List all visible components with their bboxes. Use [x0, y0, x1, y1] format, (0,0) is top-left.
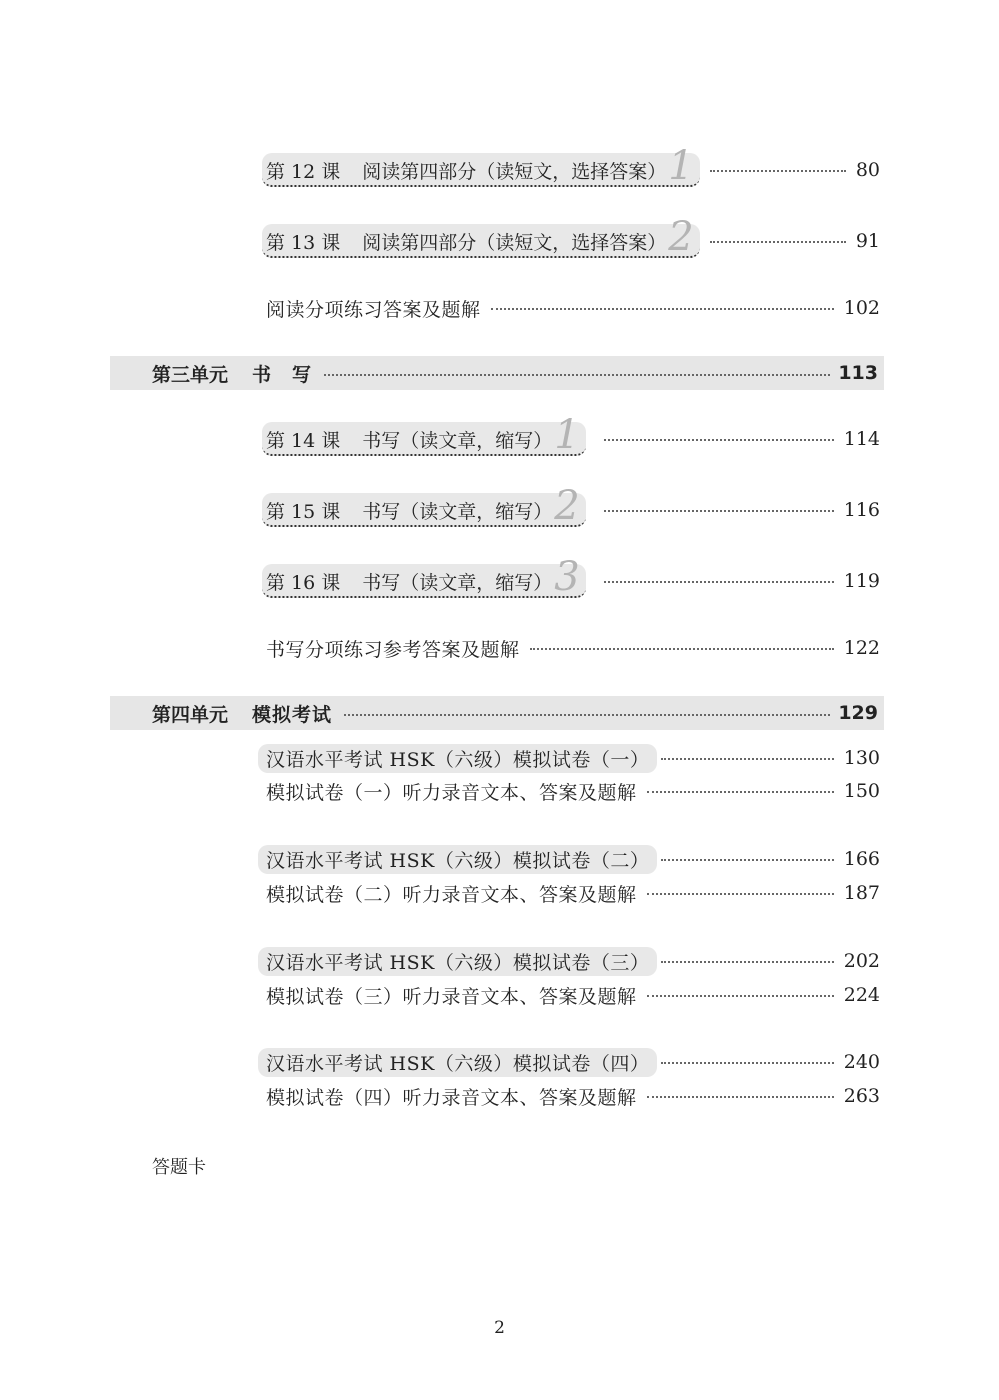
- entry-label: 模拟试卷（四）听力录音文本、答案及题解: [266, 1086, 637, 1109]
- dot-leader: [647, 791, 834, 793]
- page-number: 80: [855, 159, 880, 181]
- toc-unit-3[interactable]: [110, 356, 884, 390]
- dot-leader: [710, 241, 846, 243]
- dot-leader: [530, 648, 834, 650]
- entry-label: 模拟试卷（三）听力录音文本、答案及题解: [266, 985, 637, 1008]
- dot-leader: [647, 893, 834, 895]
- lesson-label: [262, 143, 700, 189]
- lesson-title: 阅读第四部分（读短文，选择答案）: [362, 231, 667, 254]
- dot-leader: [661, 758, 833, 760]
- page-number: 150: [843, 780, 880, 802]
- page-number: 224: [843, 984, 880, 1006]
- lesson-part-number: 1: [668, 143, 694, 189]
- lesson-part-number: 1: [554, 412, 580, 458]
- dot-leader: [710, 170, 846, 172]
- toc-entry-exam-4[interactable]: [258, 1047, 880, 1077]
- toc-entry-exam-1-answers[interactable]: [266, 777, 880, 805]
- lesson-part-number: 2: [668, 214, 694, 260]
- page-number: 116: [843, 499, 880, 521]
- lesson-title: 书写（读文章，缩写）: [362, 429, 553, 452]
- exam-title: 汉语水平考试 HSK（六级）模拟试卷（四）: [258, 1048, 657, 1077]
- dot-leader: [604, 439, 834, 441]
- page-number: 122: [843, 637, 880, 659]
- page-number: 202: [843, 950, 880, 972]
- lesson-part-number: 2: [554, 483, 580, 529]
- toc-entry-answer-sheet[interactable]: 答题卡: [152, 1157, 206, 1178]
- unit-number: 第四单元: [152, 703, 229, 726]
- unit-title: 书 写: [252, 363, 313, 386]
- lesson-number: 第 15 课: [266, 500, 341, 523]
- entry-label: 模拟试卷（二）听力录音文本、答案及题解: [266, 883, 637, 906]
- lesson-number: 第 12 课: [266, 160, 341, 183]
- lesson-label: [262, 554, 586, 600]
- dot-leader: [604, 581, 834, 583]
- page-footer-number: 2: [494, 1318, 505, 1338]
- toc-entry-writing-answers[interactable]: [266, 634, 880, 662]
- page-number: 91: [855, 230, 880, 252]
- toc-entry-reading-answers[interactable]: [266, 294, 880, 322]
- toc-entry-exam-3-answers[interactable]: [266, 981, 880, 1009]
- toc-entry-lesson-12[interactable]: [262, 143, 880, 190]
- page-number: 240: [843, 1051, 880, 1073]
- toc-entry-lesson-16[interactable]: [262, 554, 880, 601]
- unit-number: 第三单元: [152, 363, 229, 386]
- dot-leader: [661, 859, 833, 861]
- page-number: 119: [843, 570, 880, 592]
- lesson-number: 第 13 课: [266, 231, 341, 254]
- toc-entry-exam-2[interactable]: [258, 844, 880, 874]
- exam-title: 汉语水平考试 HSK（六级）模拟试卷（一）: [258, 744, 657, 773]
- toc-unit-4[interactable]: [110, 696, 884, 730]
- dot-leader: [604, 510, 834, 512]
- page-number: 130: [843, 747, 880, 769]
- page-number: 187: [843, 882, 880, 904]
- dot-leader: [661, 961, 833, 963]
- toc-entry-exam-2-answers[interactable]: [266, 879, 880, 907]
- toc-entry-lesson-13[interactable]: [262, 214, 880, 261]
- dot-leader: [647, 995, 834, 997]
- dot-leader: [344, 714, 830, 716]
- lesson-label: [262, 214, 700, 260]
- toc-entry-exam-1[interactable]: [258, 743, 880, 773]
- entry-label: 阅读分项练习答案及题解: [266, 298, 481, 321]
- lesson-label: [262, 483, 586, 529]
- lesson-number: 第 14 课: [266, 429, 341, 452]
- toc-entry-lesson-14[interactable]: [262, 412, 880, 459]
- entry-label: 模拟试卷（一）听力录音文本、答案及题解: [266, 781, 637, 804]
- lesson-part-number: 3: [554, 554, 580, 600]
- page-number: 113: [838, 362, 878, 384]
- lesson-number: 第 16 课: [266, 571, 341, 594]
- dot-leader: [647, 1096, 834, 1098]
- page-number: 102: [843, 297, 880, 319]
- dot-leader: [324, 374, 830, 376]
- page-number: 166: [843, 848, 880, 870]
- dot-leader: [661, 1062, 833, 1064]
- lesson-label: [262, 412, 586, 458]
- entry-label: 书写分项练习参考答案及题解: [266, 638, 520, 661]
- unit-title: 模拟考试: [252, 703, 333, 726]
- exam-title: 汉语水平考试 HSK（六级）模拟试卷（三）: [258, 947, 657, 976]
- exam-title: 汉语水平考试 HSK（六级）模拟试卷（二）: [258, 845, 657, 874]
- lesson-title: 书写（读文章，缩写）: [362, 500, 553, 523]
- toc-entry-exam-4-answers[interactable]: [266, 1082, 880, 1110]
- toc-entry-lesson-15[interactable]: [262, 483, 880, 530]
- page-number: 263: [843, 1085, 880, 1107]
- toc-entry-exam-3[interactable]: [258, 946, 880, 976]
- dot-leader: [491, 308, 834, 310]
- page-number: 114: [843, 428, 880, 450]
- lesson-title: 书写（读文章，缩写）: [362, 571, 553, 594]
- page-number: 129: [838, 702, 878, 724]
- lesson-title: 阅读第四部分（读短文，选择答案）: [362, 160, 667, 183]
